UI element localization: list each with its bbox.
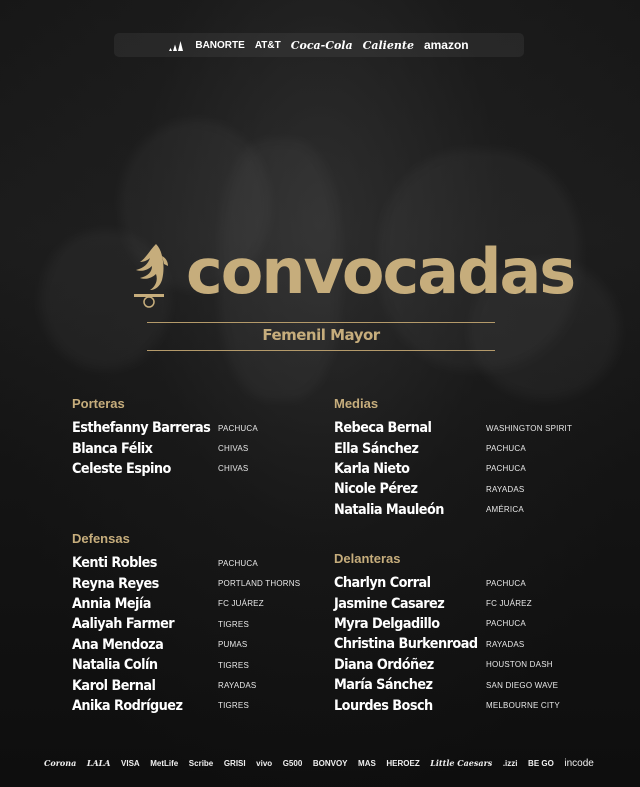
sponsor-bar-top — [114, 33, 524, 57]
player-name: Ella Sánchez — [334, 440, 419, 457]
player-club: AMÉRICA — [486, 505, 524, 515]
player-row — [334, 614, 604, 634]
player-row — [72, 418, 322, 438]
player-row — [72, 675, 322, 695]
player-club: PACHUCA — [486, 578, 526, 588]
player-name: Natalia Mauleón — [334, 501, 444, 518]
player-name: Myra Delgadillo — [334, 615, 440, 632]
player-name: María Sánchez — [334, 677, 433, 694]
sponsor-incode: incode — [564, 757, 594, 769]
player-row — [334, 675, 604, 695]
section-medias — [334, 395, 604, 520]
section-title: Medias — [334, 396, 379, 411]
page-subtitle: Femenil Mayor — [262, 326, 380, 344]
sponsor-bar-bottom — [44, 751, 594, 775]
player-club: PACHUCA — [218, 423, 258, 433]
sponsor-att: AT&T — [254, 39, 281, 51]
player-row — [72, 614, 322, 634]
player-club: CHIVAS — [218, 444, 249, 454]
section-defensas — [72, 530, 322, 716]
section-delanteras — [334, 550, 604, 716]
player-row — [72, 696, 322, 716]
player-club: PORTLAND THORNS — [218, 579, 301, 589]
player-name: Ana Mendoza — [72, 636, 164, 653]
player-name: Reyna Reyes — [72, 575, 159, 592]
player-club: MELBOURNE CITY — [486, 701, 560, 711]
player-row — [334, 438, 604, 458]
player-club: RAYADAS — [218, 681, 257, 691]
divider — [147, 350, 495, 351]
player-club: PACHUCA — [486, 619, 526, 629]
player-name: Karla Nieto — [334, 460, 410, 477]
sponsor-izzi: .izzi — [502, 758, 518, 768]
player-club: RAYADAS — [486, 639, 525, 649]
player-name: Jasmine Casarez — [334, 595, 445, 612]
player-row — [334, 459, 604, 479]
player-name: Nicole Pérez — [334, 481, 418, 498]
player-row — [72, 438, 322, 458]
player-name: Anika Rodríguez — [72, 697, 183, 714]
sponsor-visa: VISA — [121, 758, 140, 768]
player-name: Charlyn Corral — [334, 575, 431, 592]
section-title: Defensas — [72, 531, 130, 546]
section-title: Porteras — [72, 396, 125, 411]
player-club: TIGRES — [218, 660, 249, 670]
player-name: Rebeca Bernal — [334, 420, 432, 437]
sponsor-corona: Corona — [44, 758, 77, 768]
player-row — [72, 573, 322, 593]
player-row — [72, 594, 322, 614]
player-club: CHIVAS — [218, 464, 249, 474]
divider — [147, 322, 495, 323]
player-row — [334, 695, 604, 715]
sponsor-banorte: BANORTE — [195, 39, 245, 51]
player-row — [334, 655, 604, 675]
player-name: Lourdes Bosch — [334, 697, 433, 714]
player-club: WASHINGTON SPIRIT — [486, 423, 573, 433]
player-name: Karol Bernal — [72, 677, 156, 694]
sponsor-lala: LALA — [86, 758, 111, 768]
player-name: Blanca Félix — [72, 440, 153, 457]
player-name: Annia Mejía — [72, 595, 151, 612]
player-club: PACHUCA — [218, 558, 258, 568]
sponsor-heroez: HEROEZ — [386, 758, 420, 768]
adidas-logo-icon — [169, 40, 185, 51]
player-club: TIGRES — [218, 701, 249, 711]
player-row — [334, 479, 604, 499]
sponsor-mas: MAS — [358, 758, 376, 768]
player-row — [72, 635, 322, 655]
section-title: Delanteras — [334, 551, 401, 566]
player-club: TIGRES — [218, 619, 249, 629]
sponsor-vivo: vivo — [256, 758, 273, 768]
player-row — [334, 573, 604, 593]
player-club: FC JUÁREZ — [486, 599, 532, 609]
sponsor-caliente: Caliente — [362, 38, 414, 52]
player-name: Esthefanny Barreras — [72, 420, 211, 437]
section-porteras — [72, 395, 322, 479]
sponsor-coca-cola: Coca-Cola — [290, 38, 353, 52]
page-title: convocadas — [186, 235, 575, 308]
player-name: Christina Burkenroad — [334, 636, 478, 653]
sponsor-bego: BE GO — [528, 758, 554, 768]
player-name: Celeste Espino — [72, 460, 171, 477]
player-club: PACHUCA — [486, 444, 526, 454]
player-name: Aaliyah Farmer — [72, 616, 175, 633]
player-row — [72, 553, 322, 573]
player-row — [334, 634, 604, 654]
player-name: Natalia Colín — [72, 657, 158, 674]
player-row — [72, 655, 322, 675]
player-row — [72, 459, 322, 479]
sponsor-g500: G500 — [282, 758, 303, 768]
player-club: RAYADAS — [486, 484, 525, 494]
player-club: PUMAS — [218, 640, 248, 650]
sponsor-grisi: GRISI — [223, 758, 246, 768]
eagle-crest-icon — [126, 240, 170, 310]
sponsor-scribe: Scribe — [188, 758, 214, 768]
sponsor-amazon: amazon — [423, 38, 469, 52]
sponsor-metlife: MetLife — [150, 758, 179, 768]
sponsor-bonvoy: BONVOY — [312, 758, 348, 768]
player-club: SAN DIEGO WAVE — [486, 680, 559, 690]
player-row — [334, 593, 604, 613]
player-name: Diana Ordóñez — [334, 656, 434, 673]
player-club: PACHUCA — [486, 464, 526, 474]
player-row — [334, 418, 604, 438]
player-row — [334, 500, 604, 520]
sponsor-little-caesars: Little Caesars — [430, 758, 493, 768]
player-name: Kenti Robles — [72, 555, 157, 572]
player-club: FC JUÁREZ — [218, 599, 264, 609]
player-club: HOUSTON DASH — [486, 660, 553, 670]
